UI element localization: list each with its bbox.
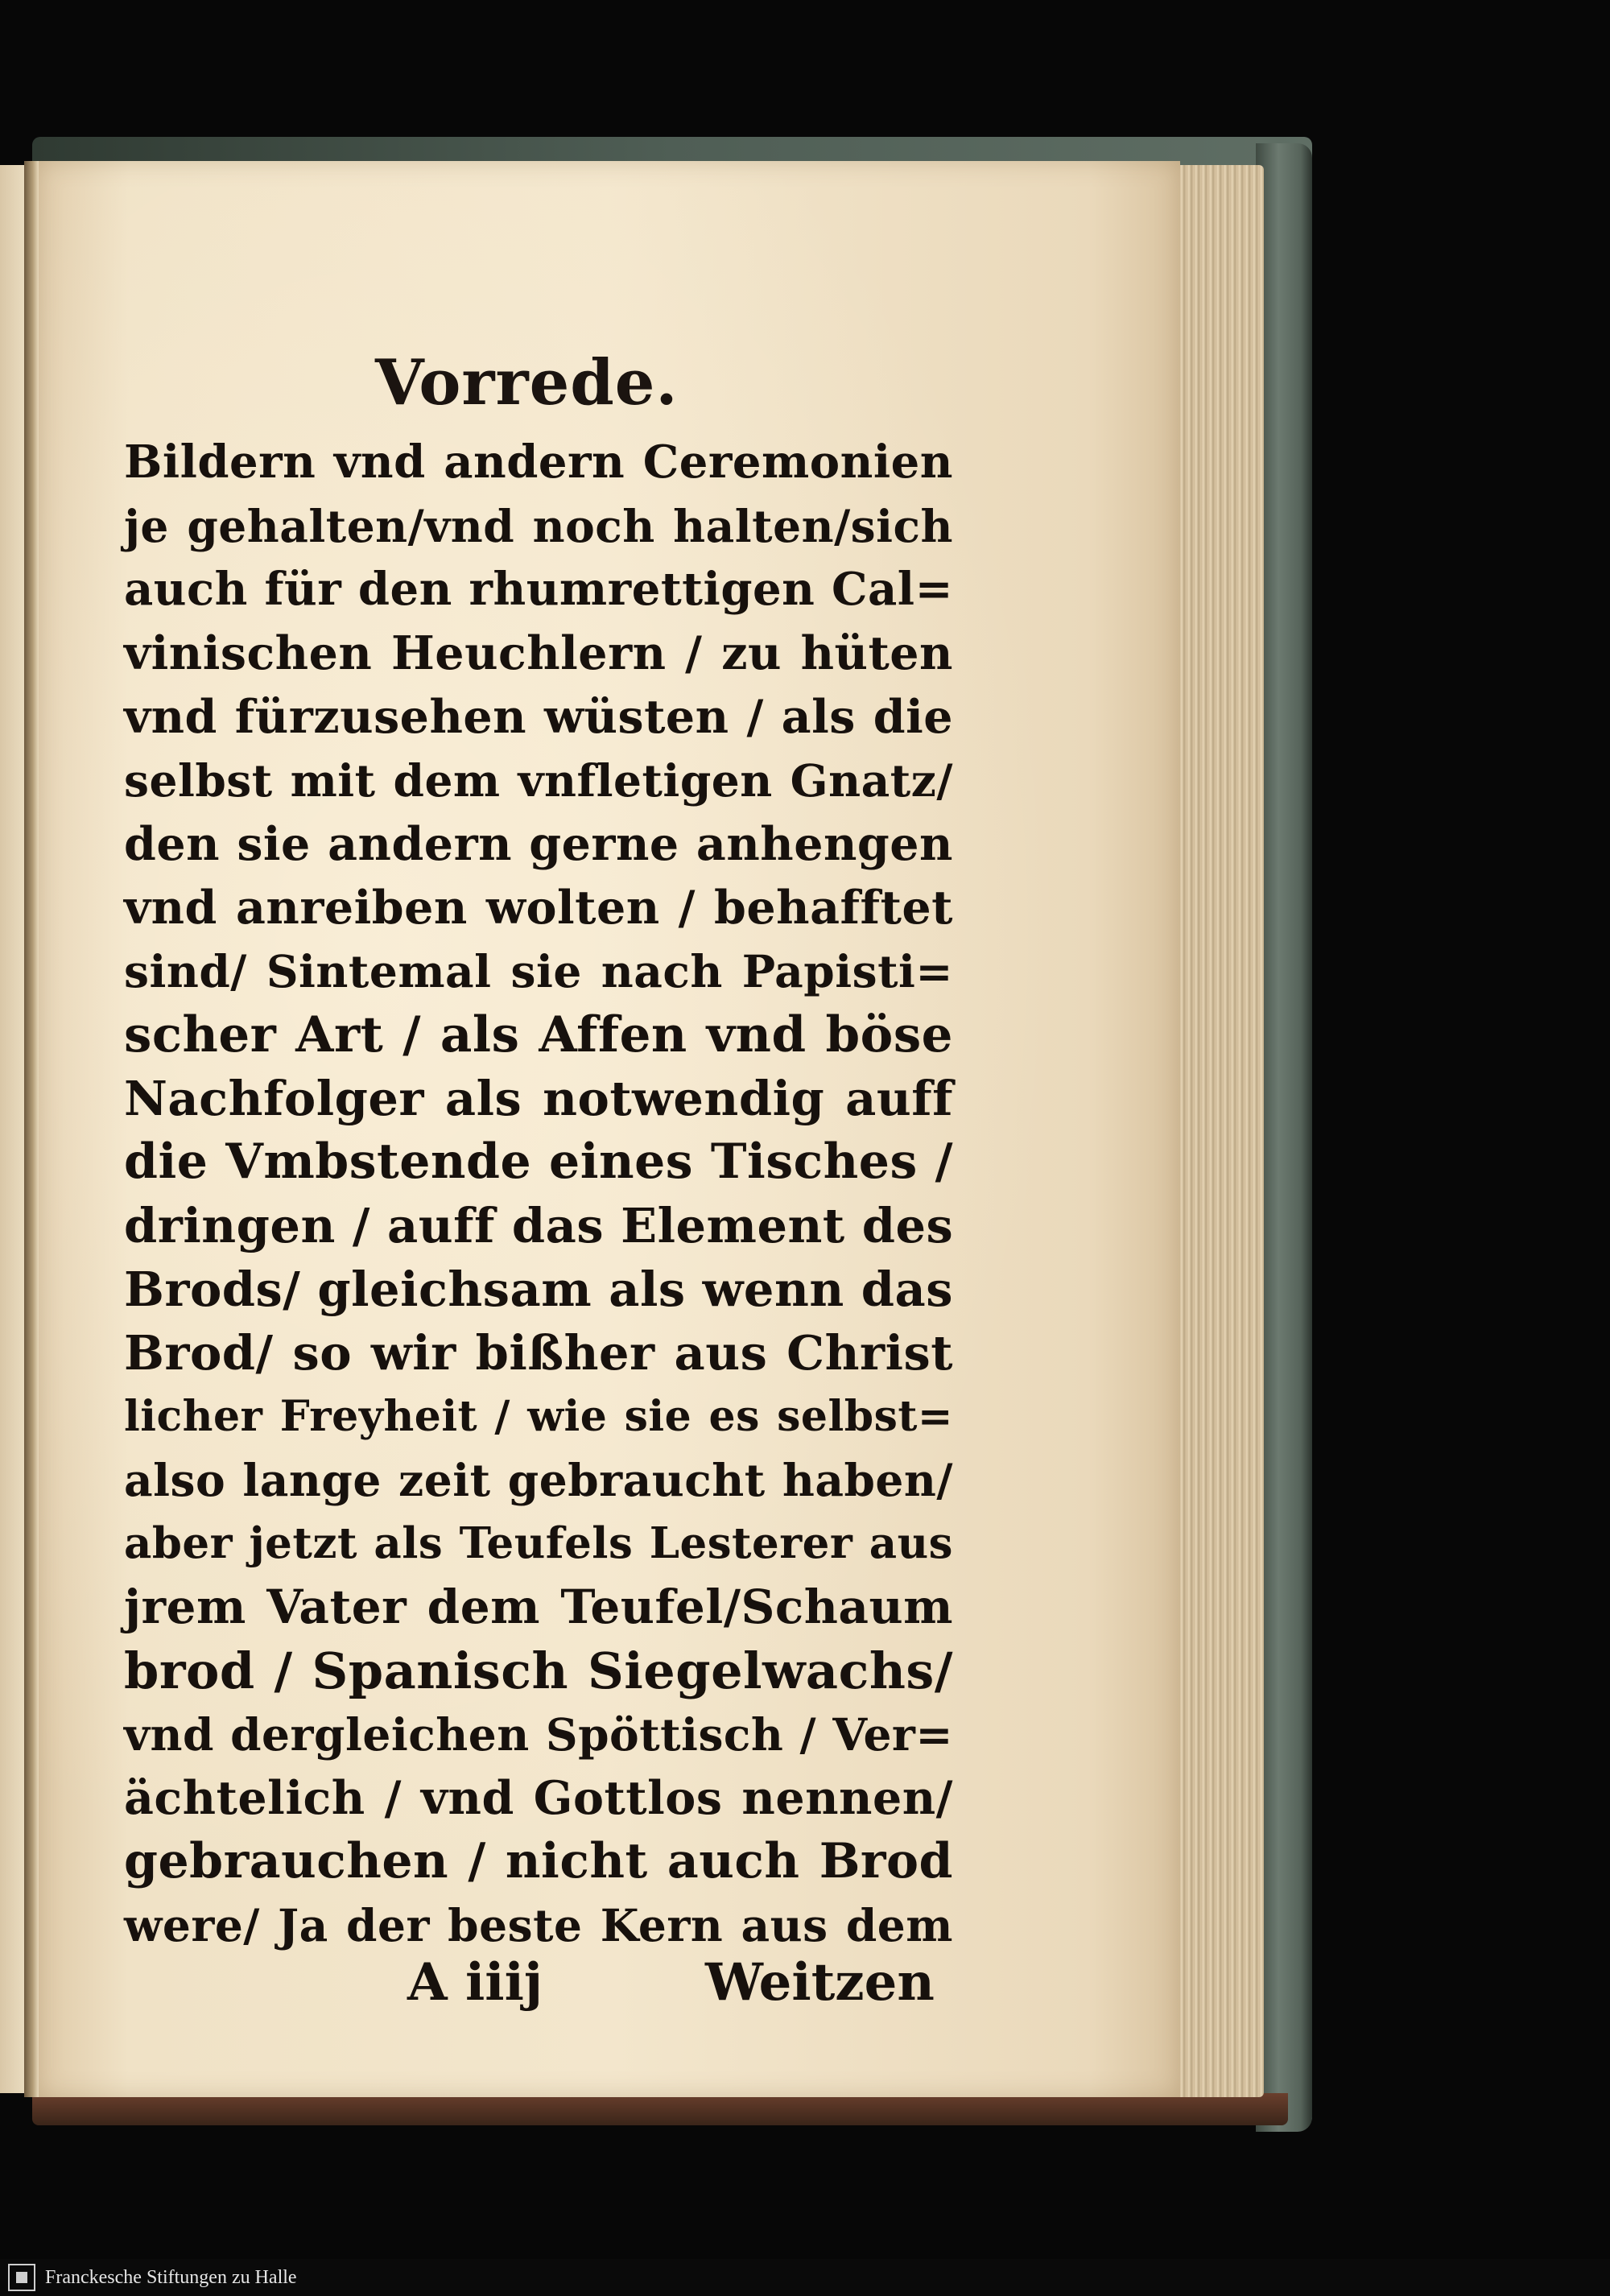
text-line: were/ Ja der beste Kern aus dem <box>124 1899 953 1951</box>
footer-bar <box>0 2259 1610 2296</box>
text-line: scher Art / als Affen vnd böse <box>124 1006 953 1063</box>
text-line: sind/ Sintemal sie nach Papisti= <box>124 945 953 997</box>
book-page <box>37 161 1180 2097</box>
text-line: die Vmbstende eines Tisches / <box>124 1134 953 1190</box>
text-line: auch für den rhumrettigen Cal= <box>124 563 953 616</box>
running-head: Vorrede. <box>375 346 679 419</box>
catchword: Weitzen <box>705 1952 935 2013</box>
text-line: also lange zeit gebraucht haben/ <box>124 1454 953 1506</box>
text-line: dringen / auff das Element des <box>124 1198 954 1253</box>
text-line: brod / Spanisch Siegelwachs/ <box>124 1641 953 1700</box>
text-line: licher Freyheit / wie sie es selbst= <box>124 1392 953 1441</box>
text-line: aber jetzt als Teufels Lesterer aus <box>124 1518 953 1568</box>
cover-edge <box>1256 143 1312 2132</box>
text-block <box>124 431 953 1957</box>
text-line: Brod/ so wir bißher aus Christ <box>124 1325 953 1381</box>
text-line: selbst mit dem vnfletigen Gnatz/ <box>124 754 953 807</box>
text-line: Nachfolger als notwendig auff <box>124 1071 953 1126</box>
cover-bottom-edge <box>32 2093 1288 2125</box>
signature-mark: A iiij <box>407 1952 543 2013</box>
text-line: Bildern vnd andern Ceremonien <box>124 436 953 489</box>
text-line: ächtelich / vnd Gottlos nennen/ <box>124 1771 953 1825</box>
text-line: je gehalten/vnd noch halten/sich <box>124 500 953 552</box>
text-line: den sie andern gerne anhengen <box>124 817 953 871</box>
text-line: vnd anreiben wolten / behafftet <box>124 881 953 935</box>
institution-logo-icon <box>8 2264 35 2291</box>
text-line: vinischen Heuchlern / zu hüten <box>124 626 953 680</box>
page-gutter <box>24 161 39 2097</box>
text-line: jrem Vater dem Teufel/Schaum <box>124 1580 953 1634</box>
text-line: gebrauchen / nicht auch Brod <box>124 1833 953 1889</box>
institution-name: Franckesche Stiftungen zu Halle <box>45 2267 297 2288</box>
text-line: vnd dergleichen Spöttisch / Ver= <box>124 1708 953 1761</box>
text-line: vnd fürzusehen wüsten / als die <box>124 690 953 744</box>
text-line: Brods/ gleichsam als wenn das <box>124 1262 953 1317</box>
